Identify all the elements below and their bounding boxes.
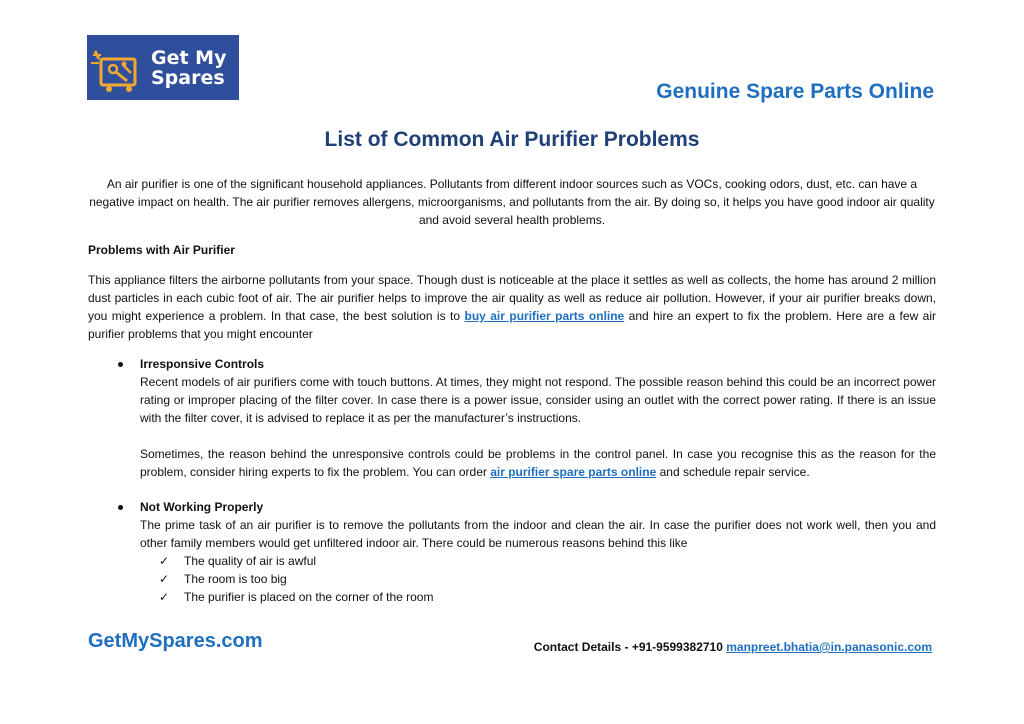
- bullet-title: Irresponsive Controls: [140, 357, 265, 371]
- footer-brand: GetMySpares.com: [88, 630, 263, 652]
- paragraph-text-before: This appliance filters the airborne pollutants from your space. Though dust is noticeable at the place it settles as well as collects, the home has around 2 million dust particles in each cubic foot of air. The air purifier helps to improve the air quality as well as reduce air pollution. However, if your air purifier breaks down, you might experience a problem. In that case, the best solution is to: [88, 273, 936, 323]
- bullet-icon: [118, 505, 123, 510]
- bullet-body: [140, 516, 936, 552]
- tagline: Genuine Spare Parts Online: [656, 80, 934, 103]
- check-item: [159, 570, 936, 588]
- logo[interactable]: [87, 35, 239, 100]
- main-content: [88, 175, 936, 623]
- email-link[interactable]: manpreet.bhatia@in.panasonic.com: [726, 640, 932, 654]
- spare-parts-link[interactable]: air purifier spare parts online: [490, 465, 657, 479]
- bullet-paragraph: [140, 445, 936, 481]
- check-icon: ✓: [159, 554, 170, 568]
- logo-line-1: Get My: [151, 46, 227, 69]
- paragraph-text-after: and schedule repair service.: [656, 465, 810, 479]
- bullet-paragraph: The prime task of an air purifier is to remove the pollutants from the indoor and clean the air. In case the purifier does not work well, then you and other family members would get unfiltered indoor air. There could be numerous reasons behind this like: [140, 518, 936, 550]
- bullet-paragraph: Recent models of air purifiers come with touch buttons. At times, they might not respond. The possible reason behind this could be an incorrect power rating or improper placing of the filter cover. In case there is a power issue, consider using an outlet with the correct power rating. If there is an issue with the filter cover, it is advised to replace it as per the manufacturer’s instructions.: [140, 375, 936, 425]
- logo-wordmark: [151, 48, 226, 88]
- intro-paragraph: An air purifier is one of the significant household appliances. Pollutants from different indoor sources such as VOCs, cooking odors, dust, etc. can have a negative impact on health. The air purifier removes allergens, microorganisms, and pollutants from the air. By doing so, it helps you have good indoor air quality and avoid several health problems.: [89, 177, 935, 227]
- footer-contact: [534, 640, 932, 654]
- check-item: [159, 552, 936, 570]
- contact-label: Contact Details - +91-9599382710: [533, 640, 727, 654]
- bullet-title: Not Working Properly: [140, 500, 264, 514]
- section-paragraph: [88, 271, 936, 343]
- check-item: [159, 588, 936, 606]
- problem-list: [88, 355, 936, 606]
- paragraph-text-before: Sometimes, the reason behind the unresponsive controls could be problems in the control panel. In case you recognise this as the reason for the problem, consider hiring experts to fix the problem. You can order: [140, 447, 936, 479]
- bullet-icon: [118, 362, 123, 367]
- wrench-gear-icon: [91, 39, 149, 97]
- paragraph-text-after: and hire an expert to fix the problem. Here are a few air purifier problems that you might encounter: [88, 309, 937, 341]
- section-heading: Problems with Air Purifier: [88, 243, 235, 257]
- list-item: [88, 355, 936, 481]
- check-icon: ✓: [159, 572, 170, 586]
- logo-line-2: Spares: [151, 66, 225, 89]
- check-list: [140, 552, 936, 606]
- check-text: The room is too big: [184, 572, 287, 586]
- buy-parts-link[interactable]: buy air purifier parts online: [464, 309, 625, 323]
- bullet-body: [140, 373, 936, 481]
- check-text: The quality of air is awful: [184, 554, 317, 568]
- page-title: List of Common Air Purifier Problems: [324, 128, 700, 151]
- check-text: The purifier is placed on the corner of the room: [184, 590, 434, 604]
- check-icon: ✓: [159, 590, 170, 604]
- list-item: [88, 498, 936, 606]
